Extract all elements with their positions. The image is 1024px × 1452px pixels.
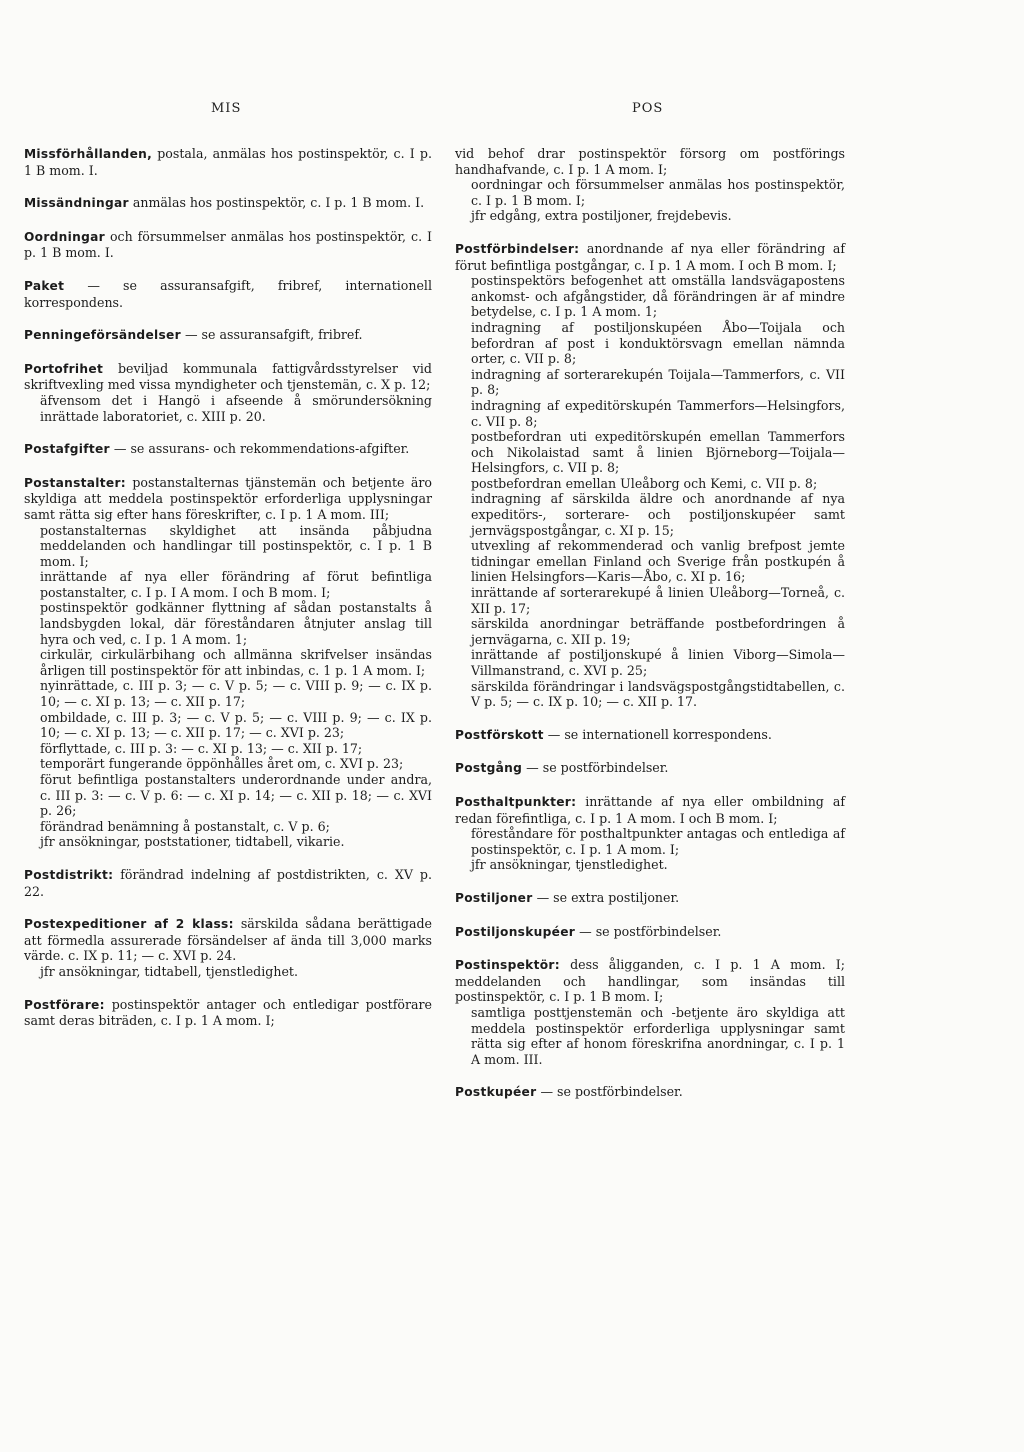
entry-text: postinspektör antager och entledigar postförare samt deras biträden, c. I p. 1 A mom. I; [24, 996, 432, 1029]
index-entry [455, 146, 845, 224]
entry-term: Postafgifter [24, 442, 110, 457]
entry-subline: förflyttade, c. III p. 3: — c. XI p. 13; — c. XII p. 17; [40, 740, 363, 756]
entry-text: — se postförbindelser. [540, 1084, 683, 1100]
entry-first-line [455, 146, 845, 177]
entry-subline: postanstalternas skyldighet att insända påbjudna meddelanden och handlingar till postinspektör, c. I p. 1 B mom. I; [40, 522, 432, 569]
entry-text: beviljad kommunala fattigvårdsstyrelser vid skriftvexling med vissa myndigheter och tjenstemän, c. X p. 12; [24, 360, 432, 393]
entry-term: Postkupéer [455, 1085, 537, 1100]
entry-text: — se assuransafgift, fribref. [184, 327, 363, 343]
entry-subline: indragning af sorterarekupén Toijala—Tammerfors, c. VII p. 8; [471, 366, 845, 398]
entry-subline: indragning af expeditörskupén Tammerfors—Helsingfors, c. VII p. 8; [471, 397, 845, 429]
index-entry [455, 760, 845, 777]
entry-term: Postförare: [24, 997, 105, 1012]
index-entry [24, 146, 432, 178]
entry-first-line [455, 1084, 845, 1101]
entry-term: Postförskott [455, 727, 544, 742]
entry-subline: postbefordran uti expeditörskupén emellan Tammerfors och Nikolaistad samt å linien Björneborg—Toijala—Helsingfors, c. VII p. 8; [471, 429, 845, 476]
index-entry [24, 916, 432, 979]
entry-subline: jfr ansökningar, poststationer, tidtabell, vikarie. [40, 834, 345, 850]
entry-subline: inrättande af sorterarekupé å linien Uleåborg—Torneå, c. XII p. 17; [471, 585, 845, 616]
entry-text: postanstalternas tjänstemän och betjente äro skyldiga att meddela postinspektör erforderliga upplysningar samt rätta sig efter hans föreskrifter, c. I p. 1 A mom. III; [24, 474, 433, 522]
entry-text: — se assuransafgift, fribref, internationell korrespondens. [24, 277, 432, 310]
entry-first-line [455, 794, 845, 826]
index-entry [24, 278, 432, 310]
entry-first-line [24, 475, 432, 523]
entry-first-line [24, 278, 432, 310]
index-entry [455, 794, 845, 873]
index-entry [455, 890, 845, 907]
entry-term: Postiljonskupéer [455, 924, 576, 939]
index-entry [455, 727, 845, 744]
index-entry [24, 195, 432, 212]
entry-subline: jfr ansökningar, tjenstledighet. [471, 857, 668, 873]
entry-subline: nyinrättade, c. III p. 3; — c. V p. 5; — c. VIII p. 9; — c. IX p. 10; — c. XI p. 13; — c. XII p. 17; [40, 678, 432, 710]
entry-term: Portofrihet [24, 361, 104, 376]
entry-text: dess åligganden, c. I p. 1 A mom. I; meddelanden och handlingar, som insändas till postinspektör, c. I p. 1 B mom. I; [455, 957, 845, 1005]
entry-text: — se postförbindelser. [526, 760, 669, 776]
entry-term: Posthaltpunkter: [455, 794, 577, 809]
entry-first-line [455, 241, 845, 273]
entry-text: — se postförbindelser. [579, 923, 722, 939]
entry-text: och försummelser anmälas hos postinspektör, c. I p. 1 B mom. I. [24, 228, 432, 261]
running-head [0, 101, 1024, 117]
entry-subline: ombildade, c. III p. 3; — c. V p. 5; — c. VIII p. 9; — c. IX p. 10; — c. XI p. 13; — c. XII p. 17; — c. XVI p. 23; [40, 709, 432, 741]
entry-subline: indragning af särskilda äldre och anordnande af nya expeditörs-, sorterare- och postiljonskupéer samt jernvägspostgångar, c. XI p. 15; [471, 491, 845, 538]
entry-subline: indragning af postiljonskupéen Åbo—Toijala och befordran af post i konduktörsvagn emellan nämnda orter, c. VII p. 8; [471, 319, 845, 367]
entry-subline: samtliga posttjenstemän och -betjente äro skyldiga att meddela postinspektör erforderliga upplysningar samt rätta sig efter af honom föreskrifna anordningar, c. I p. 1 A mom. III. [471, 1004, 845, 1067]
entry-term: Postiljoner [455, 890, 533, 905]
entry-subline: jfr ansökningar, tidtabell, tjenstledighet. [40, 963, 298, 979]
index-entry [455, 1084, 845, 1101]
entry-term: Postinspektör: [455, 958, 560, 973]
index-entry [24, 867, 432, 899]
entry-term: Postexpeditioner af 2 klass: [24, 917, 234, 932]
entry-first-line [455, 727, 845, 744]
entry-subline: inrättande af nya eller förändring af förut befintliga postanstalter, c. I p. I A mom. I och B mom. I; [40, 569, 432, 600]
entry-text: anordnande af nya eller förändring af förut befintliga postgångar, c. I p. 1 A mom. I och B mom. I; [455, 240, 846, 273]
entry-text: inrättande af nya eller ombildning af redan förefintliga, c. I p. 1 A mom. I och B mom. I; [455, 793, 845, 826]
index-entry [455, 924, 845, 941]
entry-first-line [24, 327, 432, 344]
entry-first-line [24, 916, 432, 964]
running-head-left: MIS [211, 101, 242, 116]
entry-text: vid behof drar postinspektör försorg om postförings handhafvande, c. I p. 1 A mom. I; [455, 146, 845, 177]
entry-subline: särskilda förändringar i landsvägspostgångstidtabellen, c. V p. 5; — c. IX p. 10; — c. XII p. 17. [471, 678, 845, 710]
entry-text: — se internationell korrespondens. [547, 726, 772, 742]
running-head-right: POS [632, 101, 664, 116]
entry-subline: särskilda anordningar beträffande postbefordringen å jernvägarna, c. XII p. 19; [471, 616, 845, 647]
index-entry [24, 361, 432, 424]
entry-subline: jfr edgång, extra postiljoner, frejdebevis. [471, 208, 732, 224]
entry-term: Missförhållanden, [24, 147, 153, 161]
entry-text: — se extra postiljoner. [536, 889, 680, 905]
entry-subline: oordningar och försummelser anmälas hos postinspektör, c. I p. 1 B mom. I; [471, 177, 845, 208]
entry-text: särskilda sådana berättigade att förmedla assurerade försändelser af ända till 3,000 marks värde. c. IX p. 11; — c. XVI p. 24. [24, 916, 432, 964]
entry-first-line [24, 229, 432, 261]
entry-first-line [24, 361, 432, 393]
entry-subline: äfvensom det i Hangö i afseende å smörundersökning inrättade laboratoriet, c. XIII p. 20. [40, 392, 432, 424]
entry-term: Penningeförsändelser [24, 328, 181, 343]
index-entry [455, 241, 845, 710]
left-column [24, 146, 432, 1046]
entry-subline: postinspektörs befogenhet att omställa landsvägapostens ankomst- och afgångstider, då förändringen är af mindre betydelse, c. I p. 1 A mom. 1; [471, 273, 845, 320]
entry-text: anmälas hos postinspektör, c. I p. 1 B mom. I. [132, 195, 425, 211]
entry-subline: förändrad benämning å postanstalt, c. V p. 6; [40, 818, 330, 834]
entry-term: Oordningar [24, 229, 105, 244]
entry-term: Missändningar [24, 196, 129, 211]
entry-first-line [24, 441, 432, 458]
entry-term: Paket [24, 278, 65, 293]
entry-first-line [24, 997, 432, 1029]
entry-term: Postdistrikt: [24, 867, 114, 882]
entry-first-line [455, 890, 845, 907]
entry-term: Postanstalter: [24, 475, 126, 490]
entry-first-line [455, 760, 845, 777]
entry-subline: inrättande af postiljonskupé å linien Viborg—Simola—Villmanstrand, c. XVI p. 25; [471, 647, 845, 678]
entry-term: Postgång [455, 761, 523, 776]
entry-first-line [455, 957, 845, 1005]
entry-first-line [455, 924, 845, 941]
entry-subline: utvexling af rekommenderad och vanlig brefpost jemte tidningar emellan Finland och Sverige från postkupén å linien Helsingfors—Karis—Åbo, c. XI p. 16; [471, 538, 845, 585]
index-entry [24, 997, 432, 1029]
entry-first-line [24, 867, 432, 899]
entry-subline: föreståndare för posthaltpunkter antagas och entlediga af postinspektör, c. I p. 1 A mom. I; [471, 826, 845, 857]
entry-subline: postbefordran emellan Uleåborg och Kemi, c. VII p. 8; [471, 475, 818, 491]
index-entry [24, 327, 432, 344]
entry-subline: förut befintliga postanstalters underordnande under andra, c. III p. 3: — c. V p. 6: — c. XI p. 14; — c. XII p. 18; — c. XVI p. 26; [40, 772, 432, 819]
entry-text: förändrad indelning af postdistrikten, c. XV p. 22. [24, 866, 432, 899]
index-entry [24, 229, 432, 261]
index-entry [24, 475, 432, 850]
entry-term: Postförbindelser: [455, 241, 580, 256]
entry-text: postala, anmälas hos postinspektör, c. I p. 1 B mom. I. [24, 146, 432, 178]
index-entry [455, 957, 845, 1067]
entry-first-line [24, 195, 432, 212]
entry-subline: postinspektör godkänner flyttning af sådan postanstalts å landsbygden lokal, där föreståndaren åtnjuter anslag till hyra och ved, c. I p. 1 A mom. 1; [40, 600, 432, 647]
index-entry [24, 441, 432, 458]
right-column [455, 146, 845, 1118]
entry-text: — se assurans- och rekommendations-afgifter. [113, 441, 410, 457]
entry-subline: cirkulär, cirkulärbihang och allmänna skrifvelser insändas årligen till postinspektör för att inbindas, c. 1 p. 1 A mom. I; [40, 647, 432, 678]
entry-subline: temporärt fungerande öppönhålles året om, c. XVI p. 23; [40, 756, 404, 772]
entry-first-line [24, 146, 432, 178]
